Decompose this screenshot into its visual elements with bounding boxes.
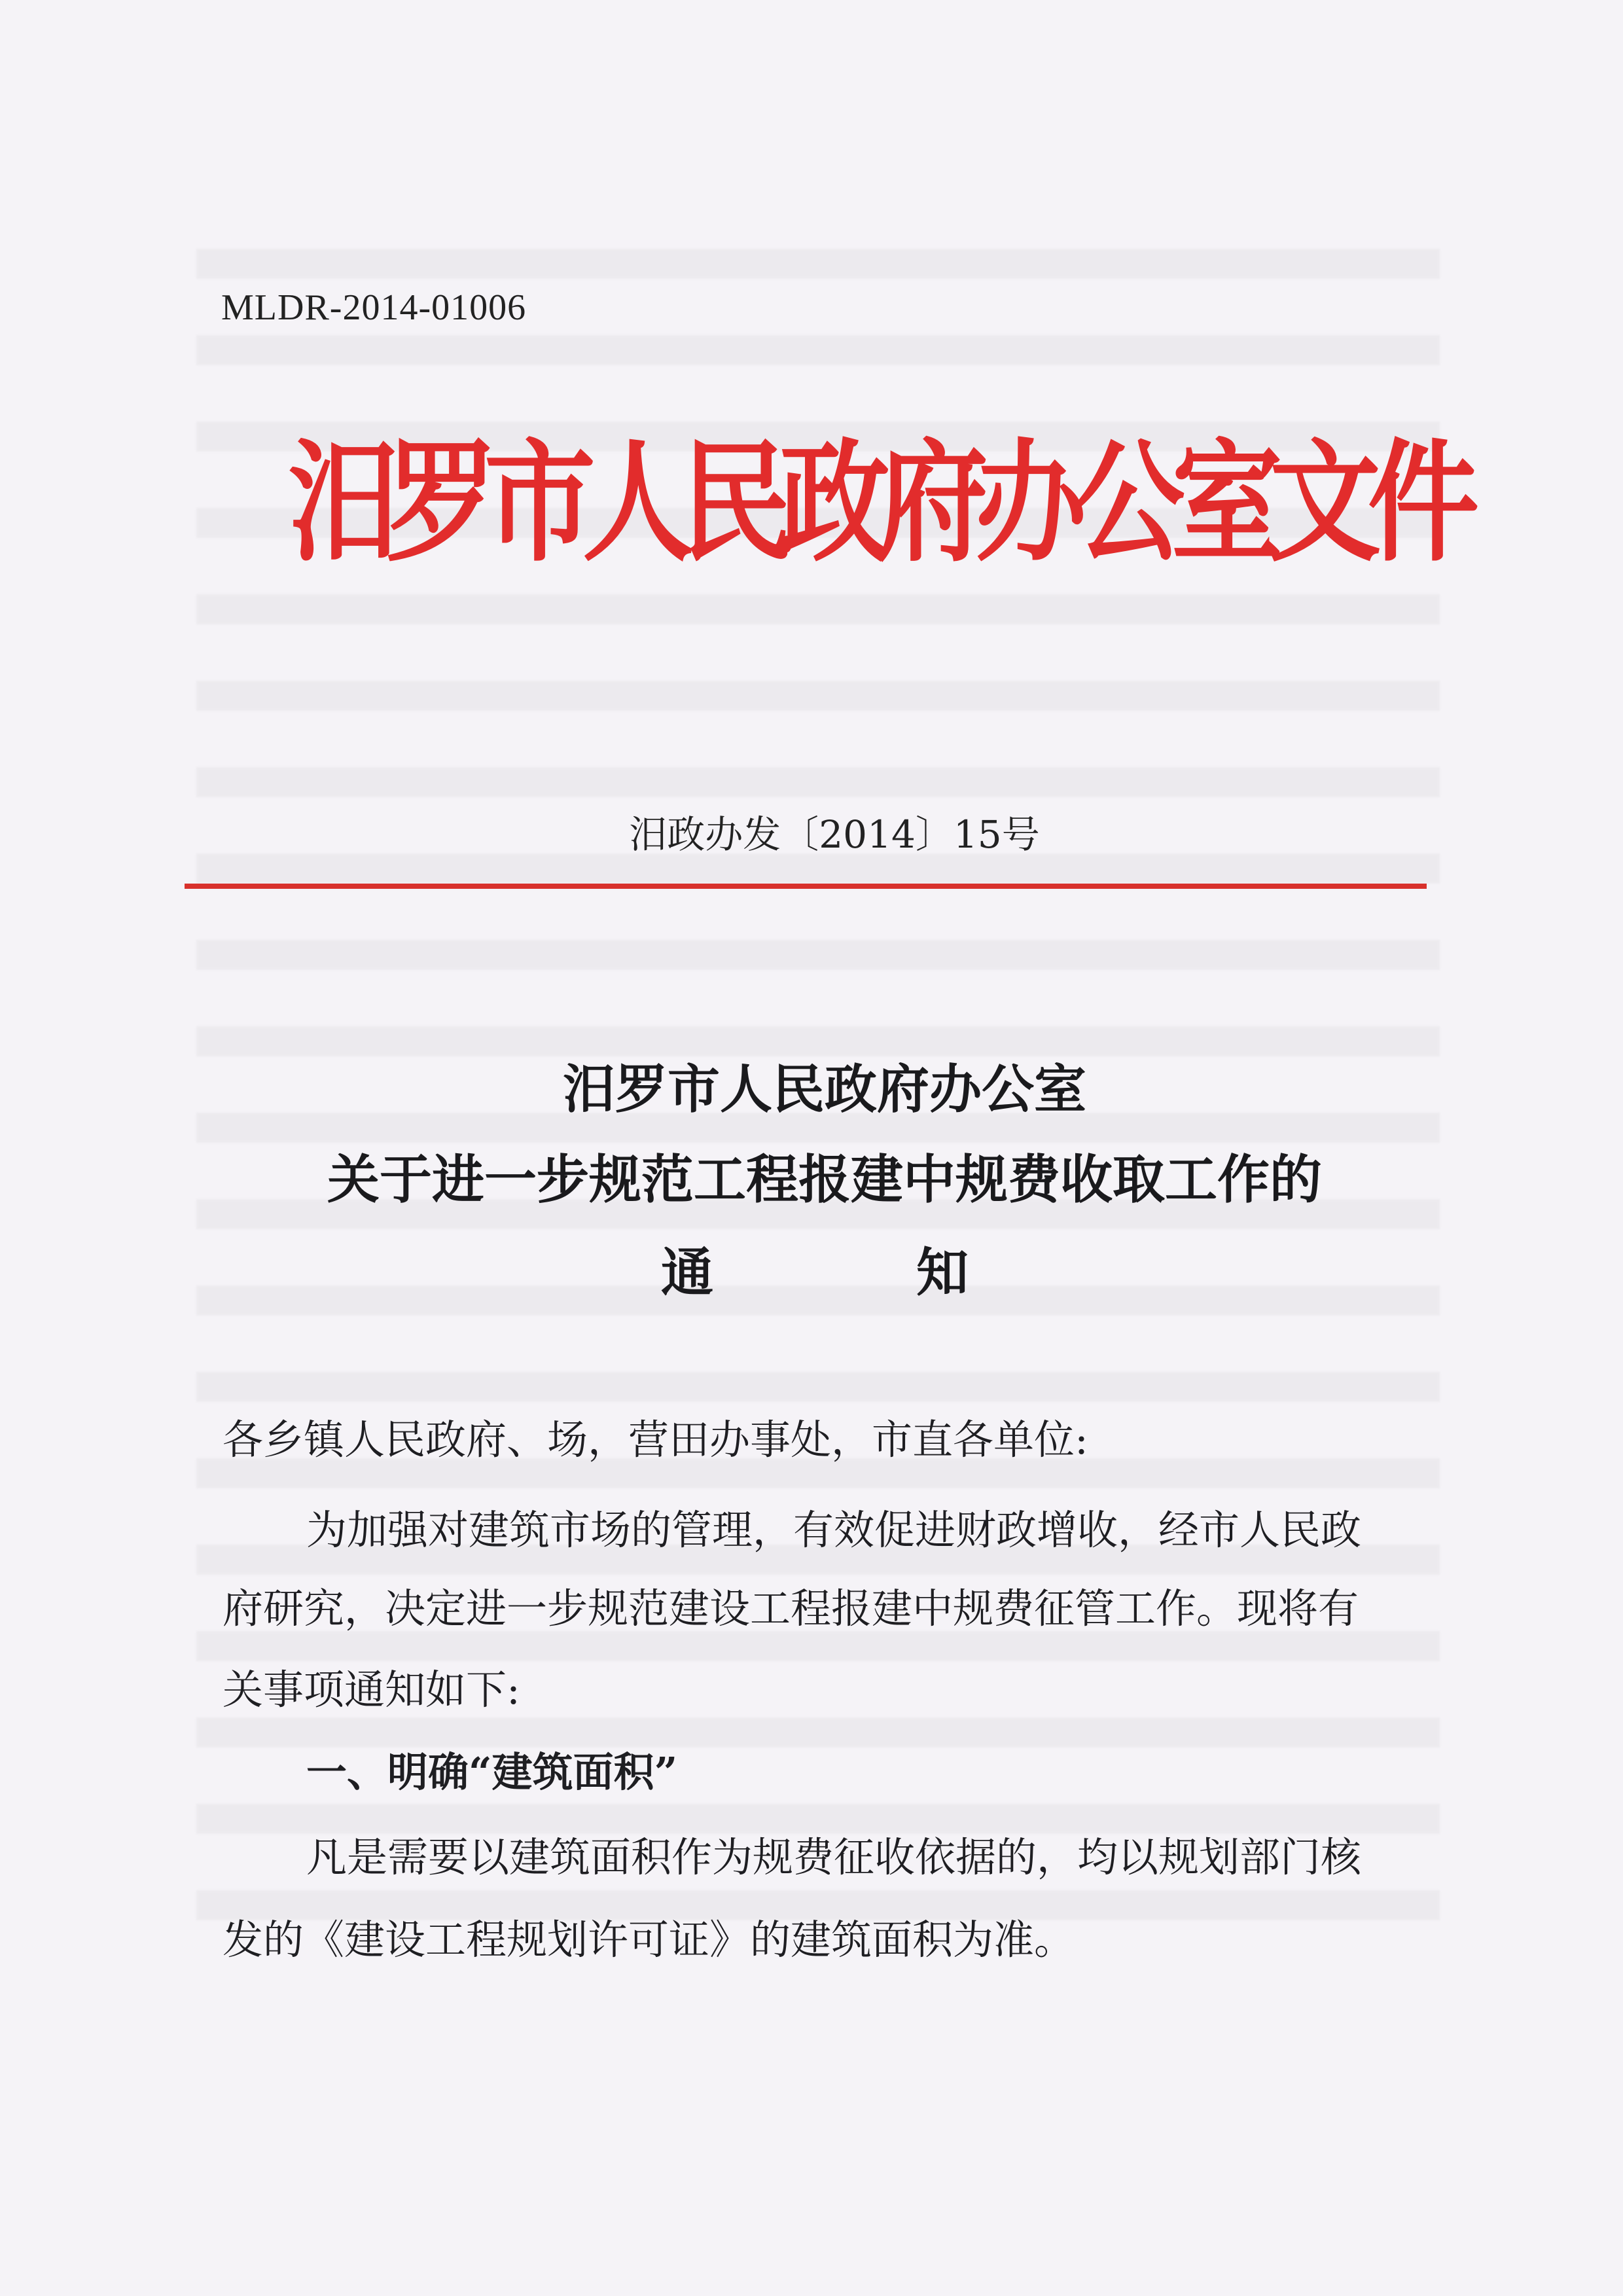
document-masthead: 汨罗市人民政府办公室文件 [288, 425, 1467, 581]
section-1-heading: 一、明确“建筑面积” [306, 1748, 678, 1796]
addressees: 各乡镇人民政府、场，营田办事处，市直各单位: [223, 1416, 1088, 1463]
paragraph-2-line-2: 发的《建设工程规划许可证》的建筑面积为准。 [223, 1916, 1075, 1964]
document-code: MLDR-2014-01006 [221, 287, 527, 328]
title-line-1: 汨罗市人民政府办公室 [563, 1058, 1086, 1120]
document-number: 汨政办发〔2014〕15号 [629, 812, 1040, 857]
paragraph-1-line-2: 府研究，决定进一步规范建设工程报建中规费征管工作。现将有 [223, 1585, 1359, 1632]
title-line-2: 关于进一步规范工程报建中规费收取工作的 [327, 1149, 1322, 1210]
paragraph-1-line-3: 关事项通知如下: [223, 1666, 520, 1713]
red-divider-rule [185, 884, 1427, 889]
paragraph-1-line-1: 为加强对建筑市场的管理，有效促进财政增收，经市人民政 [306, 1506, 1362, 1554]
paragraph-2-line-1: 凡是需要以建筑面积作为规费征收依据的，均以规划部门核 [306, 1833, 1362, 1881]
title-line-3: 通知 [661, 1242, 1171, 1303]
